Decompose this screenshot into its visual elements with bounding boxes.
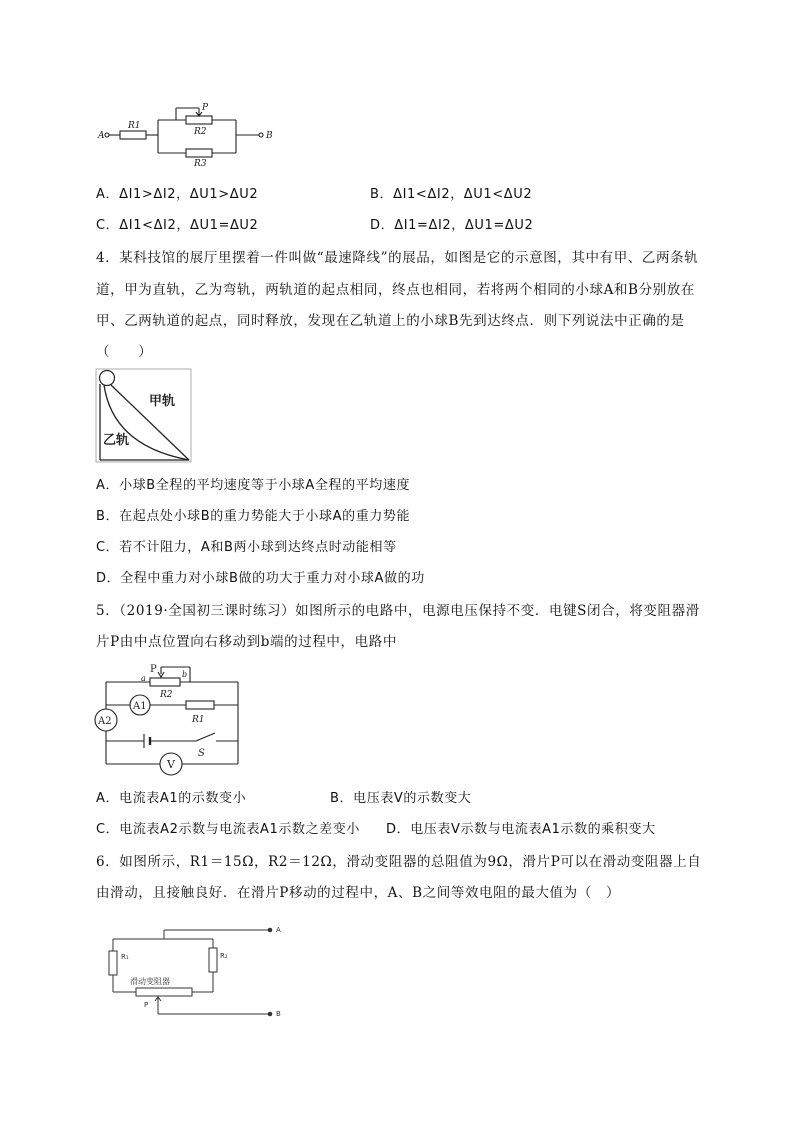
label-A: A bbox=[276, 926, 281, 934]
q3-option-a: A．ΔI1>ΔI2，ΔU1>ΔU2 bbox=[96, 187, 259, 202]
q5-line-2: 片P由中点位置向右移动到b端的过程中，电路中 bbox=[96, 634, 397, 650]
q5-option-d: D．电压表V示数与电流表A1示数的乘积变大 bbox=[386, 822, 656, 837]
rheostat-label: 滑动变阻器 bbox=[130, 977, 170, 986]
voltmeter-V-label: V bbox=[167, 758, 175, 771]
label-a: a bbox=[141, 674, 146, 683]
label-B: B bbox=[266, 131, 273, 141]
ammeter-A1-label: A1 bbox=[133, 701, 147, 712]
q6-line-2: 由滑动，且接触良好．在滑片P移动的过程中，A、B之间等效电阻的最大值为（ ） bbox=[96, 885, 621, 901]
q5-line-1: 5．（2019·全国初三课时练习）如图所示的电路中，电源电压保持不变．电键S闭合，将变阻器滑 bbox=[96, 603, 700, 619]
circuit-diagram-1 bbox=[96, 98, 286, 170]
brachistochrone-figure bbox=[95, 368, 193, 464]
label-R2: R₂ bbox=[220, 952, 228, 960]
q5-option-a: A．电流表A1的示数变小 bbox=[96, 791, 247, 806]
q4-line-2: 道，甲为直轨，乙为弯轨，两轨道的起点相同，终点也相同，若将两个相同的小球A和B分别放在 bbox=[96, 282, 695, 298]
q3-option-c: C．ΔI1<ΔI2，ΔU1=ΔU2 bbox=[96, 218, 259, 233]
label-B: B bbox=[276, 1010, 281, 1018]
q3-option-d: D．ΔI1=ΔI2，ΔU1=ΔU2 bbox=[370, 218, 534, 233]
label-R1: R1 bbox=[192, 715, 205, 725]
circuit-diagram-5 bbox=[94, 660, 244, 778]
ammeter-A2-label: A2 bbox=[98, 716, 112, 727]
label-b: b bbox=[182, 670, 188, 679]
q5-option-b: B．电压表V的示数变大 bbox=[330, 791, 472, 806]
label-R1: R1 bbox=[128, 121, 141, 131]
label-P: P bbox=[150, 664, 157, 675]
track-jia-label: 甲轨 bbox=[149, 394, 176, 409]
q4-option-a: A．小球B全程的平均速度等于小球A全程的平均速度 bbox=[96, 478, 411, 493]
q4-line-1: 4．某科技馆的展厅里摆着一件叫做“最速降线”的展品，如图是它的示意图，其中有甲、乙两条轨 bbox=[96, 250, 699, 266]
q4-line-4: （ ） bbox=[96, 344, 153, 360]
q5-option-c: C．电流表A2示数与电流表A1示数之差变小 bbox=[96, 822, 361, 837]
label-R2: R2 bbox=[160, 690, 173, 700]
q3-option-b: B．ΔI1<ΔI2，ΔU1<ΔU2 bbox=[370, 187, 533, 202]
label-R1: R₁ bbox=[121, 953, 129, 961]
q4-option-c: C．若不计阻力，A和B两小球到达终点时动能相等 bbox=[96, 540, 397, 555]
label-P: P bbox=[144, 1001, 149, 1009]
circuit-diagram-6 bbox=[96, 918, 286, 1024]
label-R3: R3 bbox=[194, 159, 207, 169]
track-yi-label: 乙轨 bbox=[103, 433, 130, 448]
switch-S-label: S bbox=[198, 748, 205, 759]
q4-option-d: D．全程中重力对小球B做的功大于重力对小球A做的功 bbox=[96, 571, 425, 586]
q4-option-b: B．在起点处小球B的重力势能大于小球A的重力势能 bbox=[96, 509, 411, 524]
label-P: P bbox=[202, 103, 209, 113]
q6-line-1: 6．如图所示，R1＝15Ω，R2＝12Ω，滑动变阻器的总阻值为9Ω，滑片P可以在滑动变阻器上自 bbox=[96, 854, 702, 870]
label-A: A bbox=[98, 131, 105, 141]
q4-line-3: 甲、乙两轨道的起点，同时释放，发现在乙轨道上的小球B先到达终点．则下列说法中正确的是 bbox=[96, 313, 685, 329]
label-R2: R2 bbox=[194, 127, 207, 137]
